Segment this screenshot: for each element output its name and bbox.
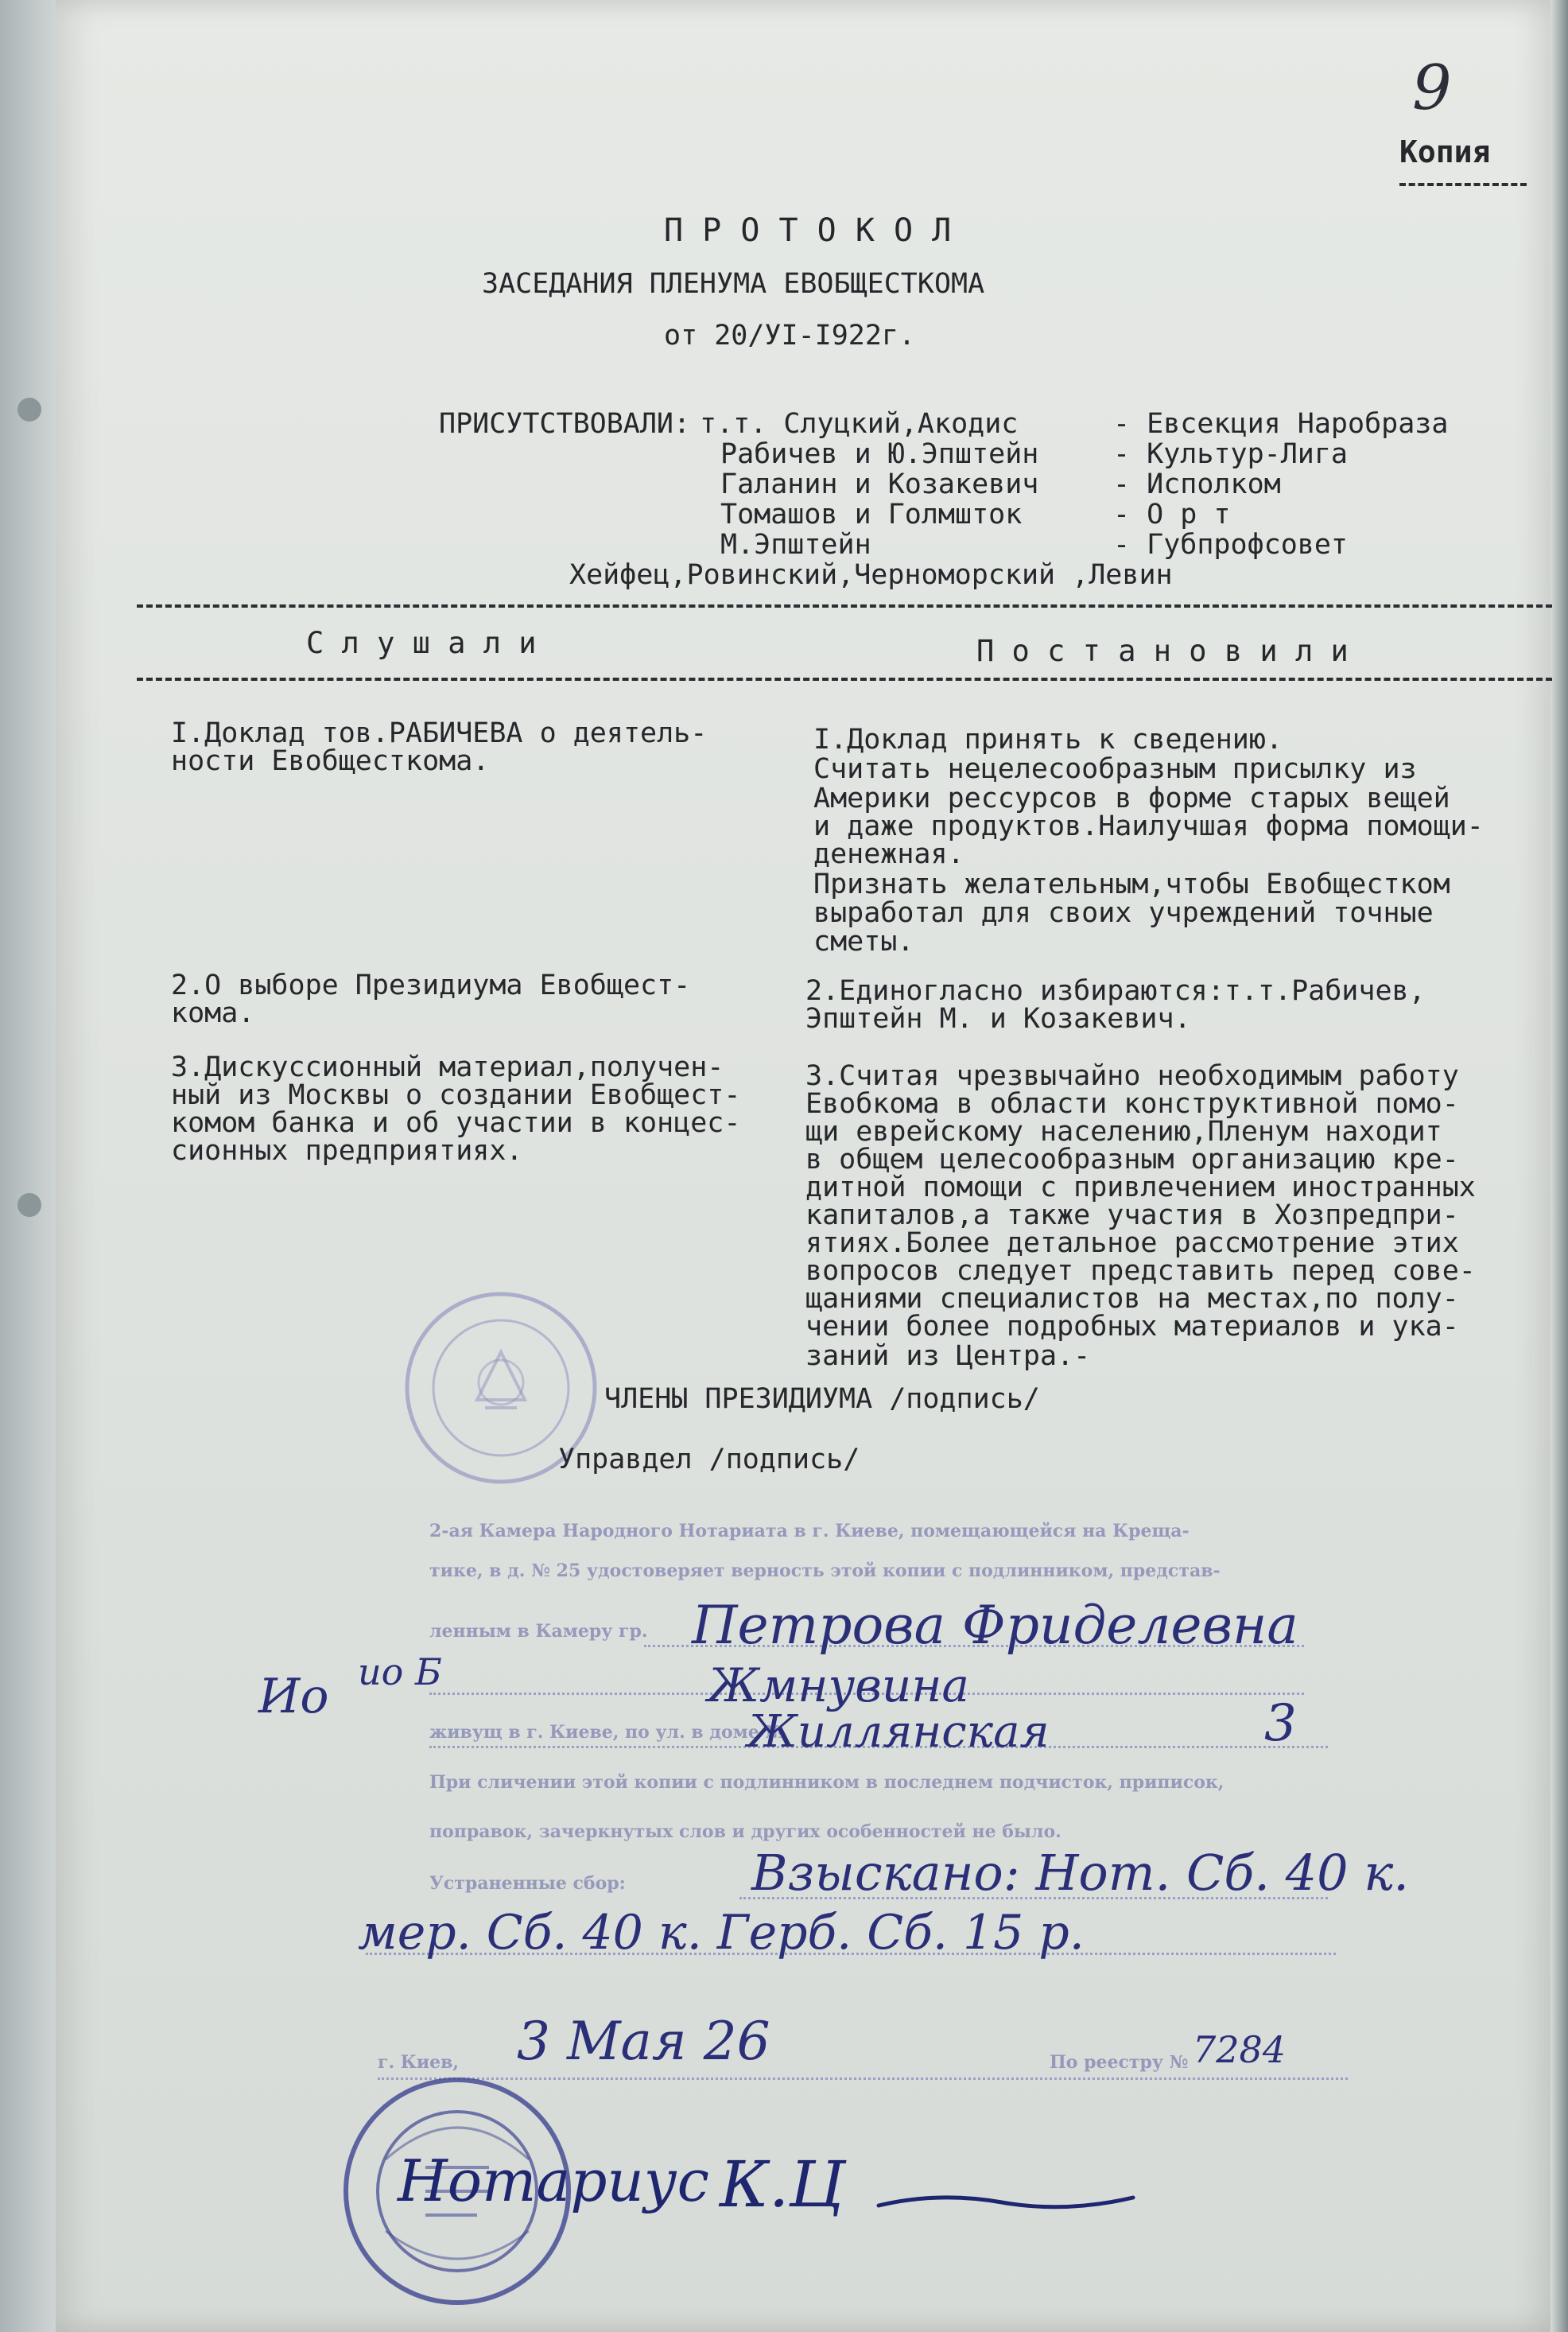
punch-hole: [17, 1193, 41, 1217]
decided-line: 3.Считая чрезвычайно необходимым работу: [805, 1060, 1459, 1092]
decided-line: щи еврейскому населению,Пленум находит: [805, 1116, 1442, 1148]
column-header-decided: П о с т а н о в и л и: [976, 634, 1349, 668]
handwritten-margin-prefix: ио Б: [358, 1650, 442, 1693]
attendee-names: Галанин и Козакевич: [720, 468, 1039, 500]
stamp-line: 2-ая Камера Народного Нотариата в г. Киеве, помещающейся на Креща-: [429, 1521, 1190, 1541]
notary-signature-mark: К.Ц: [720, 2147, 845, 2221]
decided-line: капиталов,а также участия в Хозпредпри-: [805, 1199, 1459, 1231]
stamp-line: По реестру №: [1050, 2052, 1189, 2073]
decided-line: дитной помощи с привлечением иностранных: [805, 1172, 1476, 1203]
decided-line: Америки рессурсов в форме старых вещей: [813, 783, 1450, 814]
attendee-org: - Исполком: [1113, 468, 1281, 500]
fill-line: [378, 2077, 1348, 2080]
binding-margin: [0, 0, 56, 2332]
signature-flourish: [875, 2183, 1137, 2215]
copy-underline: [1399, 183, 1527, 186]
page-edge: [1551, 0, 1568, 2332]
attendee-names: т.т. Слуцкий,Акодис: [700, 408, 1019, 440]
handwritten-date: 3 Мая 26: [517, 2011, 770, 2072]
decided-line: денежная.: [813, 838, 964, 870]
heard-line: ный из Москвы о создании Евобщест-: [171, 1079, 741, 1111]
handwritten-fees-line-2: мер. Сб. 40 к. Герб. Сб. 15 р.: [358, 1905, 1085, 1961]
decided-line: в общем целесообразным организацию кре-: [805, 1144, 1459, 1176]
decided-line: выработал для своих учреждений точные: [813, 897, 1434, 929]
handwritten-margin-prefix: Ио: [258, 1669, 329, 1724]
folio-number: 9: [1412, 52, 1452, 124]
attendee-org: - Культур-Лига: [1113, 438, 1349, 470]
attendee-org: - Губпрофсовет: [1113, 529, 1349, 561]
heard-line: кома.: [171, 997, 255, 1029]
heard-line: I.Доклад тов.РАБИЧЕВА о деятель-: [171, 717, 708, 749]
manager-signature-line: Управдел /подпись/: [558, 1444, 860, 1475]
stamp-line: тике, в д. № 25 удостоверяет верность этой копии с подлинником, представ-: [429, 1560, 1221, 1581]
handwritten-name-line-1: Петрова Фриделевна: [692, 1595, 1298, 1656]
decided-line: ятиях.Более детальное рассмотрение этих: [805, 1227, 1459, 1259]
notary-signature-label: Нотариус: [398, 2147, 709, 2214]
stamp-line: г. Киев,: [378, 2052, 460, 2073]
handwritten-registry-number: 7284: [1193, 2028, 1287, 2071]
stamp-line: поправок, зачеркнутых слов и других особенностей не было.: [429, 1821, 1062, 1842]
rule-top: [137, 604, 1552, 608]
decided-line: 2.Единогласно избираются:т.т.Рабичев,: [805, 975, 1426, 1007]
attendee-names: М.Эпштейн: [720, 529, 871, 561]
handwritten-fees-line-1: Взыскано: Нот. Сб. 40 к.: [751, 1844, 1409, 1902]
attendee-names: Томашов и Голмшток: [720, 499, 1023, 531]
decided-line: сметы.: [813, 926, 914, 958]
decided-line: и даже продуктов.Наилучшая форма помощи-: [813, 810, 1484, 842]
decided-line: Евобкома в области конструктивной помо-: [805, 1088, 1459, 1120]
rule-bottom: [137, 678, 1552, 681]
heard-line: ности Евобщесткома.: [171, 745, 490, 777]
handwritten-house-number: 3: [1264, 1694, 1297, 1753]
punch-hole: [17, 398, 41, 422]
document-date: от 20/УI-I922г.: [664, 320, 916, 352]
document-subtitle: ЗАСЕДАНИЯ ПЛЕНУМА ЕВОБЩЕСТКОМА: [482, 268, 985, 300]
attendee-names: Рабичев и Ю.Эпштейн: [720, 438, 1039, 470]
decided-line: Признать желательным,чтобы Евобщестком: [813, 869, 1450, 900]
decided-line: вопросов следует представить перед сове-: [805, 1255, 1476, 1287]
presidium-signature-line: ЧЛЕНЫ ПРЕЗИДИУМА /подпись/: [604, 1383, 1040, 1415]
decided-line: заний из Центра.-: [805, 1340, 1091, 1372]
attendee-org: - О р т: [1113, 499, 1231, 531]
heard-line: 2.О выборе Президиума Евобщест-: [171, 970, 691, 1001]
heard-line: сионных предприятиях.: [171, 1135, 523, 1167]
stamp-line: При сличении этой копии с подлинником в последнем подчисток, приписок,: [429, 1772, 1225, 1793]
stamp-line: живущ в г. Киеве, по ул. в доме №: [429, 1722, 785, 1743]
decided-line: I.Доклад принять к сведению.: [813, 724, 1283, 756]
column-header-heard: С л у ш а л и: [306, 626, 537, 660]
decided-line: Считать нецелесообразным присылку из: [813, 753, 1417, 785]
stamp-line: Устраненные сбор:: [429, 1873, 626, 1894]
stamp-line: ленным в Камеру гр.: [429, 1621, 648, 1642]
document-title: П Р О Т О К О Л: [664, 212, 952, 249]
heard-line: комом банка и об участии в концес-: [171, 1107, 741, 1139]
decided-line: чении более подробных материалов и ука-: [805, 1311, 1459, 1343]
attendees-last-line: Хейфец,Ровинский,Черноморский ,Левин: [569, 559, 1173, 591]
copy-label: Копия: [1399, 134, 1491, 169]
handwritten-street: Жиллянская: [747, 1706, 1050, 1758]
decided-line: щаниями специалистов на местах,по полу-: [805, 1283, 1459, 1315]
attendee-org: - Евсекция Наробраза: [1113, 408, 1449, 440]
heard-line: 3.Дискуссионный материал,получен-: [171, 1051, 724, 1083]
handwritten-name-line-2: Жмнувина: [708, 1658, 969, 1712]
attendance-label: ПРИСУТСТВОВАЛИ:: [439, 408, 691, 440]
decided-line: Эпштейн М. и Козакевич.: [805, 1003, 1191, 1035]
